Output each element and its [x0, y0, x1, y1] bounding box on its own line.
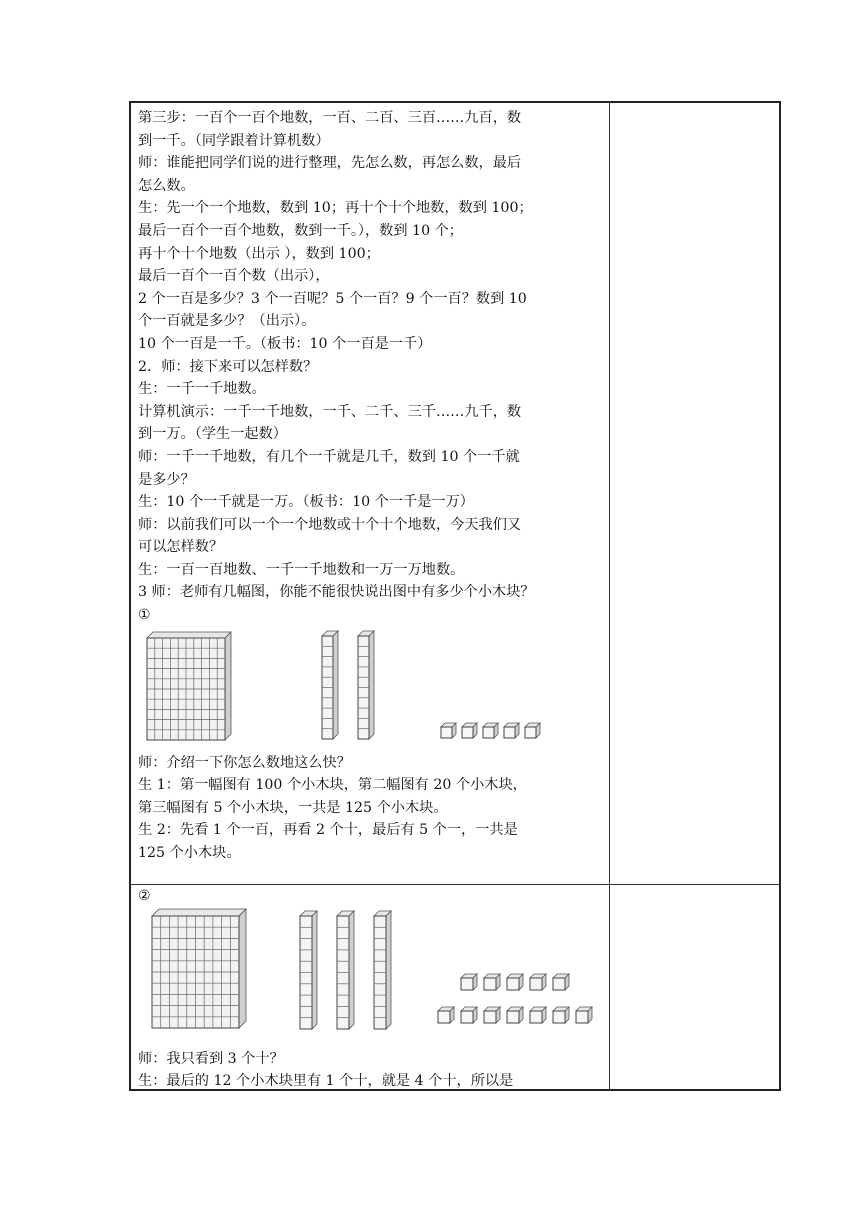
unit-cube — [461, 1007, 477, 1023]
figure-2-svg — [138, 908, 608, 1048]
cell1-text-before — [138, 107, 605, 627]
text-line: 可以怎样数？ — [138, 539, 224, 556]
unit-cube — [553, 1007, 569, 1023]
lesson-cell-1 — [131, 107, 609, 884]
hundred-block — [147, 632, 231, 740]
text-line: 生：最后的 12 个小木块里有 1 个十，就是 4 个十，所以是 — [138, 1073, 514, 1090]
text-line: 师：一千一千地数，有几个一千就是几千，数到 10 个一千就 — [138, 448, 520, 465]
unit-cube — [507, 974, 523, 990]
unit-cube — [441, 723, 456, 738]
ten-rod — [358, 631, 374, 739]
text-line: 最后一百个一百个地数，数到一千。），数到 10 个； — [138, 222, 463, 239]
text-line: 怎么数。 — [138, 177, 195, 194]
text-line: 师：介绍一下你怎么数地这么快？ — [138, 754, 351, 771]
text-line: 生 1：第一幅图有 100 个小木块，第二幅图有 20 个小木块， — [138, 777, 527, 794]
ten-rod — [374, 911, 391, 1029]
cell1-text-after — [138, 752, 605, 865]
figure-1-blocks — [138, 627, 605, 752]
text-line: 2．师：接下来可以怎样数？ — [138, 358, 318, 375]
text-line: 生：先一个一个地数，数到 10；再十个十个地数，数到 100； — [138, 200, 533, 217]
text-line: 最后一百个一百个数（出示）， — [138, 268, 330, 285]
lesson-cell-2 — [131, 885, 609, 1091]
unit-cube — [576, 1007, 592, 1023]
unit-cube — [484, 974, 500, 990]
text-line: 个一百就是多少？（出示）。 — [138, 313, 316, 330]
text-line: 师：以前我们可以一个一个地数或十个十个地数，今天我们又 — [138, 516, 522, 533]
text-line: 再十个十个地数（出示 ），数到 100； — [138, 245, 380, 262]
unit-cube — [484, 1007, 500, 1023]
cell2-text-after — [138, 1048, 605, 1093]
lesson-table — [129, 101, 781, 1091]
column-divider — [609, 103, 610, 1089]
text-line: 生：一百一百地数、一千一千地数和一万一万地数。 — [138, 561, 465, 578]
unit-cube — [530, 1007, 546, 1023]
text-line: 2 个一百是多少？3 个一百呢？5 个一百？9 个一百？数到 10 — [138, 290, 527, 307]
unit-cube — [530, 974, 546, 990]
text-line: 到一千。（同学跟着计算机数） — [138, 132, 330, 149]
unit-cube — [461, 974, 477, 990]
text-line: 计算机演示：一千一千地数，一千、二千、三千……九千，数 — [138, 403, 522, 420]
ten-rod — [300, 911, 317, 1029]
ten-rod — [322, 631, 338, 739]
text-line: 师：我只看到 3 个十？ — [138, 1050, 284, 1067]
text-line: 到一万。（学生一起数） — [138, 426, 287, 443]
unit-cube — [507, 1007, 523, 1023]
text-line: 第三幅图有 5 个小木块，一共是 125 个小木块。 — [138, 799, 448, 816]
text-line: 生：10 个一千就是一万。（板书：10 个一千是一万） — [138, 494, 474, 511]
figure-2-marker: ② — [138, 888, 151, 904]
text-line: 3 师：老师有几幅图，你能不能很快说出图中有多少个小木块？ — [138, 584, 535, 601]
text-line: 生：一千一千地数。 — [138, 381, 266, 398]
text-line: 师：谁能把同学们说的进行整理，先怎么数，再怎么数，最后 — [138, 155, 522, 172]
text-line: 125 个小木块。 — [138, 845, 241, 862]
unit-cube — [438, 1007, 454, 1023]
ten-rod — [337, 911, 354, 1029]
text-line: 是多少？ — [138, 471, 195, 488]
unit-cube — [525, 723, 540, 738]
figure-2-blocks — [138, 908, 605, 1048]
unit-cube — [553, 974, 569, 990]
text-line: 生 2：先看 1 个一百，再看 2 个十，最后有 5 个一，一共是 — [138, 822, 518, 839]
unit-cube — [462, 723, 477, 738]
text-line: 第三步：一百个一百个地数，一百、二百、三百……九百，数 — [138, 110, 522, 126]
unit-cube — [483, 723, 498, 738]
unit-cube — [504, 723, 519, 738]
figure-1-svg — [138, 627, 608, 752]
text-line: 10 个一百是一千。（板书：10 个一百是一千） — [138, 335, 432, 352]
text-line: ① — [138, 607, 151, 624]
hundred-block — [152, 909, 246, 1028]
